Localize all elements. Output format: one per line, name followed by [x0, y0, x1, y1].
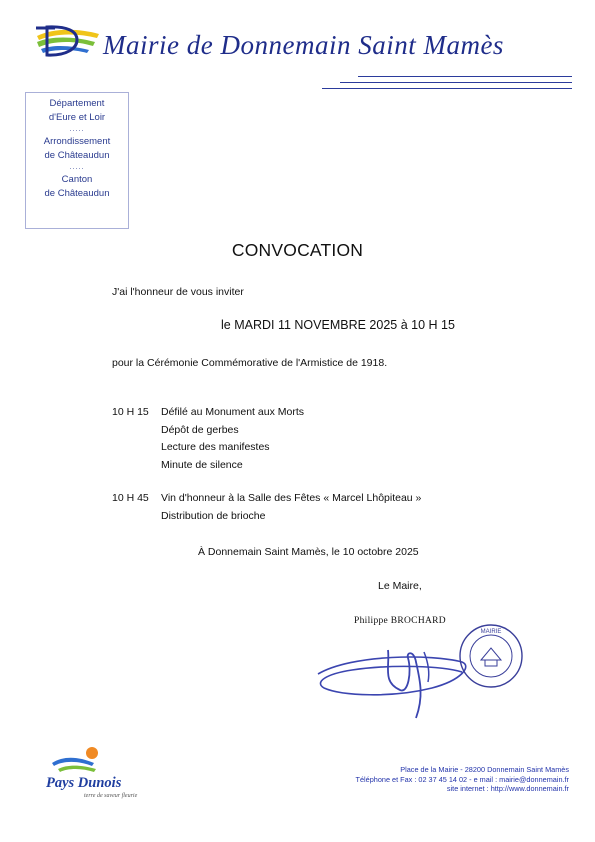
pays-dunois-tagline: terre de saveur fleurie: [84, 793, 138, 799]
program-item: Dépôt de gerbes: [161, 423, 239, 436]
signatory-title: Le Maire,: [378, 580, 422, 592]
program-item: Lecture des manifestes: [161, 441, 270, 453]
program-item: Vin d'honneur à la Salle des Fêtes « Marcel Lhôpiteau »: [161, 492, 422, 504]
header-rule: [340, 82, 572, 83]
header-rule: [358, 76, 572, 77]
footer-phone-email: Téléphone et Fax : 02 37 45 14 02 - e mail : mairie@donnemain.fr: [355, 774, 569, 784]
mairie-stamp: [457, 622, 525, 690]
program-time: 10 H 15: [112, 406, 149, 418]
document-title: CONVOCATION: [231, 240, 364, 260]
program-item: Distribution de brioche: [161, 509, 266, 522]
department-label: Département: [49, 98, 105, 109]
header-rule: [322, 88, 572, 89]
program-items: [161, 490, 421, 525]
invitation-intro: J'ai l'honneur de vous inviter: [112, 286, 244, 298]
program-items: [161, 404, 304, 474]
mairie-title: Mairie de Donnemain Saint Mamès: [103, 30, 504, 60]
separator: .....: [69, 126, 85, 133]
signatory-name: Philippe BROCHARD: [354, 616, 446, 626]
arrondissement-name: de Châteaudun: [44, 150, 110, 161]
department-name: d'Eure et Loir: [48, 112, 106, 123]
footer-website: site internet : http://www.donnemain.fr: [446, 784, 569, 793]
separator: .....: [69, 164, 85, 171]
canton-label: Canton: [61, 174, 93, 185]
program-item: Défilé au Monument aux Morts: [161, 406, 304, 418]
svg-text:MAIRIE: MAIRIE: [480, 629, 502, 635]
arrondissement-label: Arrondissement: [43, 136, 111, 147]
program-item: Minute de silence: [161, 458, 243, 471]
administrative-info-box: [25, 92, 129, 229]
mairie-logo: [33, 22, 103, 60]
footer-contact: [356, 765, 569, 794]
program-time: 10 H 45: [112, 492, 149, 504]
pays-dunois-brand: Pays Dunois: [46, 775, 122, 791]
pays-dunois-logo: [50, 745, 110, 775]
event-date: le MARDI 11 NOVEMBRE 2025 à 10 H 15: [221, 318, 455, 332]
place-and-date: À Donnemain Saint Mamès, le 10 octobre 2025: [198, 546, 419, 558]
footer-address: Place de la Mairie - 28200 Donnemain Saint Mamès: [400, 765, 569, 774]
canton-name: de Châteaudun: [44, 188, 110, 199]
event-purpose: pour la Cérémonie Commémorative de l'Armistice de 1918.: [112, 357, 388, 369]
